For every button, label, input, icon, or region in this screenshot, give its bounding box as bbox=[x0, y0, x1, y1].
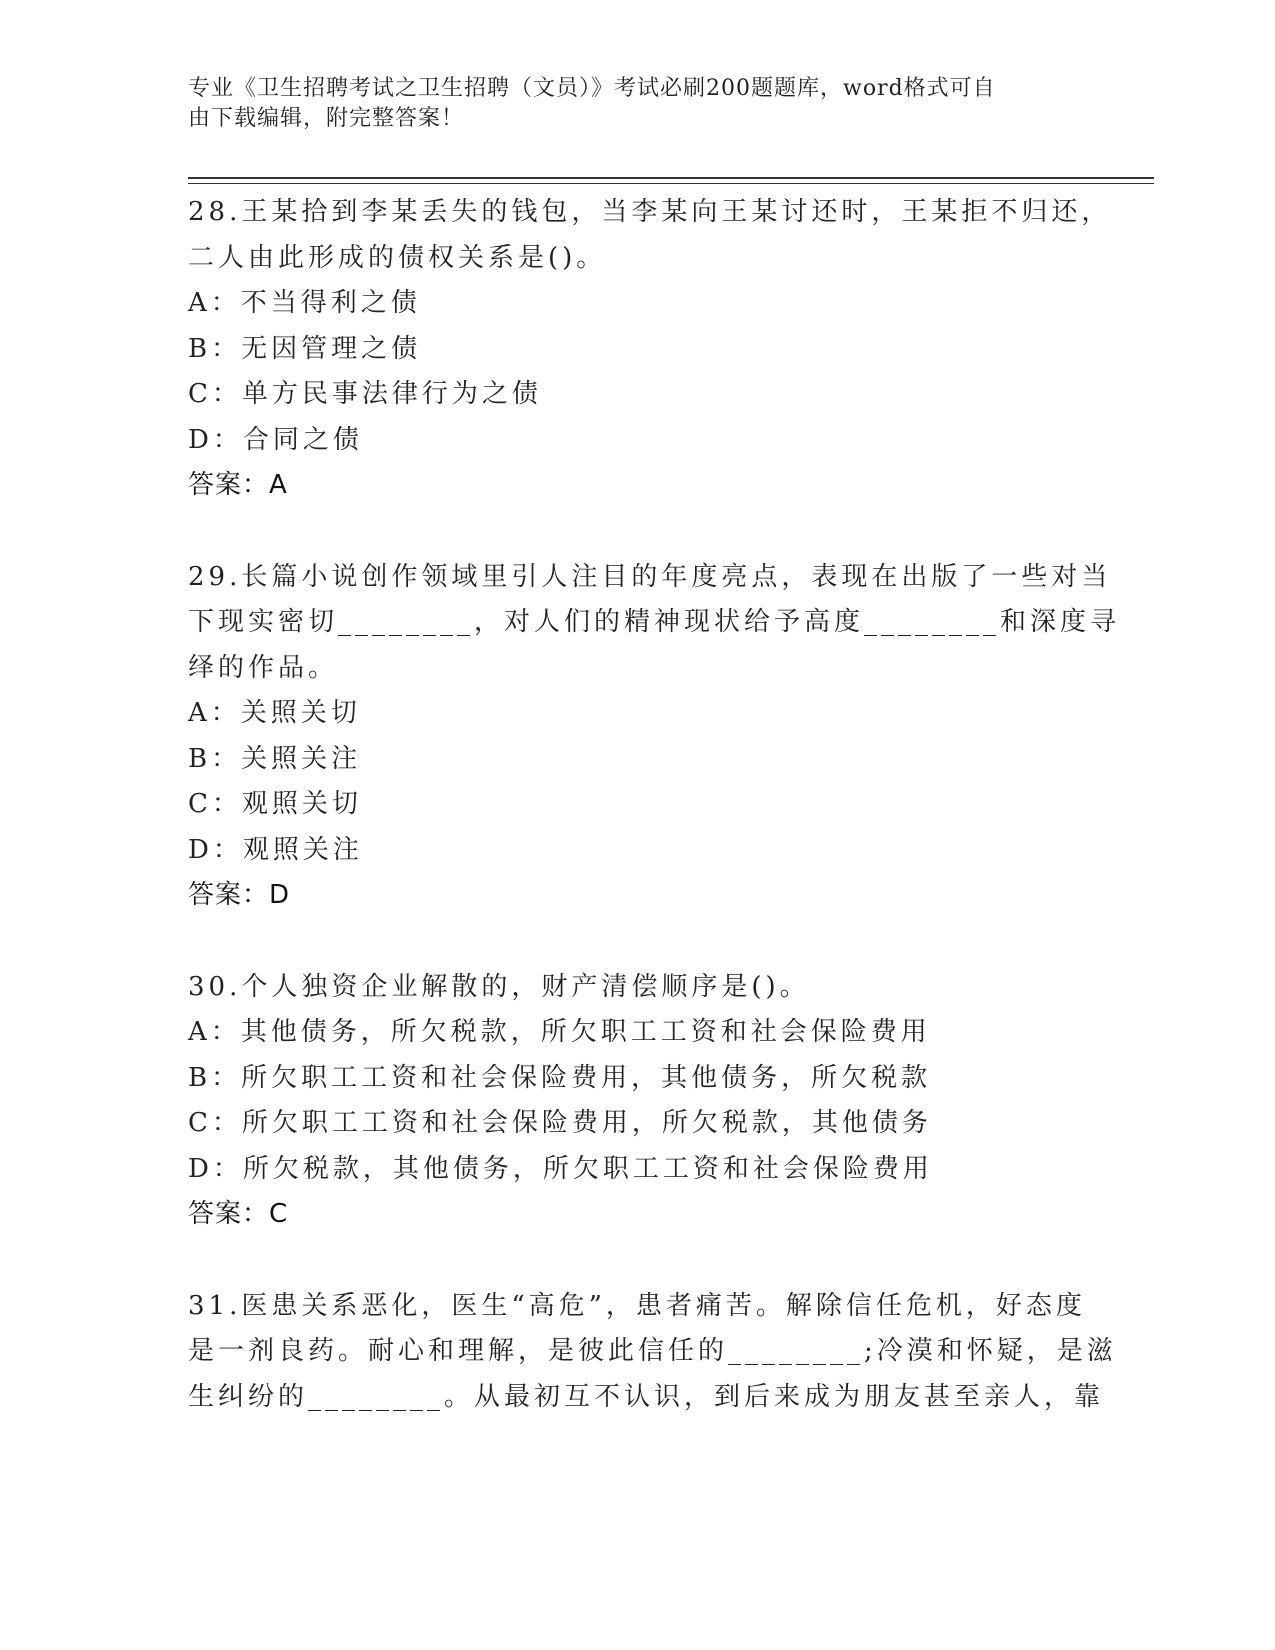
option-d: D：观照关注 bbox=[188, 834, 363, 865]
question-29 bbox=[188, 555, 1121, 919]
option-c: C：单方民事法律行为之债 bbox=[188, 379, 542, 409]
question-list bbox=[188, 190, 1121, 1466]
header-rule-thick bbox=[188, 177, 1154, 179]
option-b: B：所欠职工工资和社会保险费用，其他债务，所欠税款 bbox=[188, 1062, 932, 1093]
question-text-line: 30.个人独资企业解散的，财产清偿顺序是()。 bbox=[188, 971, 810, 1002]
question-text-line: 绎的作品。 bbox=[188, 652, 339, 683]
answer-label: 答案：D bbox=[188, 880, 291, 910]
question-text-line: 下现实密切________，对人们的精神现状给予高度________和深度寻 bbox=[188, 607, 1121, 637]
question-31 bbox=[188, 1284, 1117, 1421]
answer-label: 答案：A bbox=[188, 470, 288, 500]
option-d: D：合同之债 bbox=[188, 424, 363, 455]
question-text-line: 是一剂良药。耐心和理解，是彼此信任的________;冷漠和怀疑，是滋 bbox=[188, 1336, 1117, 1366]
question-text-line: 生纠纷的________。从最初互不认识，到后来成为朋友甚至亲人，靠 bbox=[188, 1381, 1105, 1412]
option-c: C：观照关切 bbox=[188, 789, 362, 819]
option-b: B：关照关注 bbox=[188, 743, 362, 774]
option-a: A：其他债务，所欠税款，所欠职工工资和社会保险费用 bbox=[188, 1017, 931, 1047]
option-a: A：不当得利之债 bbox=[188, 288, 421, 318]
question-text-line: 28.王某拾到李某丢失的钱包，当李某向王某讨还时，王某拒不归还， bbox=[188, 197, 1112, 227]
document-header bbox=[188, 74, 1068, 134]
question-text-line: 二人由此形成的债权关系是()。 bbox=[188, 242, 607, 273]
question-text-line: 29.长篇小说创作领域里引人注目的年度亮点，表现在出版了一些对当 bbox=[188, 561, 1112, 592]
header-line-1: 专业《卫生招聘考试之卫生招聘（文员）》考试必刷200题题库，word格式可自 bbox=[188, 76, 996, 101]
option-b: B：无因管理之债 bbox=[188, 333, 422, 364]
question-text-line: 31.医患关系恶化，医生“高危”，患者痛苦。解除信任危机，好态度 bbox=[188, 1290, 1086, 1321]
header-line-2: 由下载编辑，附完整答案！ bbox=[188, 106, 465, 131]
question-30 bbox=[188, 965, 1088, 1238]
answer-label: 答案：C bbox=[188, 1199, 289, 1229]
option-c: C：所欠职工工资和社会保险费用，所欠税款，其他债务 bbox=[188, 1108, 932, 1138]
option-a: A：关照关切 bbox=[188, 698, 361, 728]
question-28 bbox=[188, 190, 1112, 509]
header-rule-thin bbox=[188, 183, 1154, 184]
option-d: D：所欠税款，其他债务，所欠职工工资和社会保险费用 bbox=[188, 1153, 933, 1184]
